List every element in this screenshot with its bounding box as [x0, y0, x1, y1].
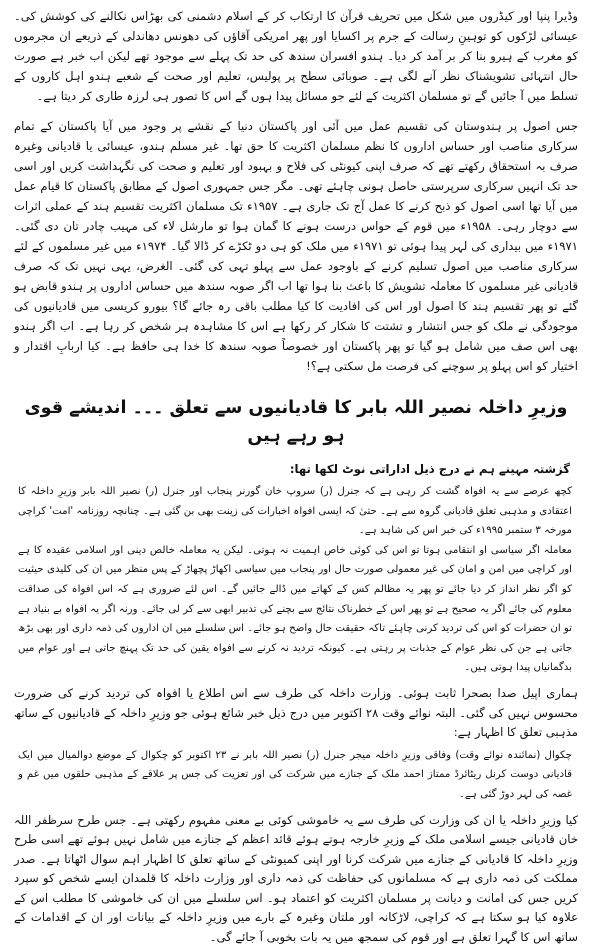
paragraph-1: وڈیرا پنپا اور کیڈروں میں شکل میں تحریف قرآن کا ارتکاب کر کے اسلام دشمنی کی بھڑاس نکالنے کی کوشش کی۔ عیسائی لڑکوں کو توہینِ رسالت کے جرم پر اکسایا اور پھر امریکی آقاؤں کی دھونس دھاندلی کے ذریعے ان مجرموں کو مغرب کے ہیرو بنا کر بر آمد کر دیا۔ ہندو افسران سندھ کی حد تک پہلے سے موجود تھے لیکن اب خبر ہے صورت حال انتہائی تشویشناک نظر آنے لگی ہے۔ صوبائی سطح پر پولیس، تعلیم اور صحت کے شعبے ہندو اہل کاروں کے تسلط میں آ جائیں گے تو مسلمان اکثریت کے لئے جو مسائل پیدا ہوں گے اس کا تصور ہی لرزہ طاری کر دیتا ہے۔: [14, 9, 578, 103]
quote-paragraph-2: معاملہ اگر سیاسی او انتقامی ہوتا تو اس کی کوئی خاص اہمیت نہ ہوتی۔ لیکن یہ معاملہ خالص دینی اور اسلامی عقیدہ کا ہے اور کراچی میں امن و امان کی غیر معمولی صورت حال اور پنجاب میں سیاسی اکھاڑ پچھاڑ کے پس منظر میں ان کی کلیدی حیثیت کو اگر نظر انداز کر دیا جائے تو پھر یہ مظالم کس کے کھاتے میں ڈالے جائیں گے۔ اس لئے ضروری ہے کہ اس افواہ کی صداقت معلوم کی جائے اگر یہ صحیح ہے تو پھر اس کے خطرناک نتائج سے بچنے کی تدبیر ابھی سے کر لی جائے۔ ورنہ اگر یہ افواہ بے بنیاد ہے تو ان حضرات کو اس کی تردید کرنی چاہئے تاکہ حقیقت حال واضح ہو جائے۔ اس سلسلے میں ان اداروں کی ذمہ داری اور بھی بڑھ جاتی ہے جن کی نظر عوام کے جذبات پر رہتی ہے۔ کیونکہ تردید نہ کرنے سے افواہ یقین کی حد تک پہنچ جاتی ہے اور عوام میں بدگمانیاں پیدا ہوتی ہیں۔: [18, 544, 572, 674]
intro-line: گزشتہ مہینے ہم نے درج ذیل اداراتی نوٹ لکھا تھا:: [289, 462, 570, 476]
news-quote: [18, 746, 572, 805]
quoted-note: [18, 482, 572, 678]
paragraph-2: جس اصول پر ہندوستان کی تقسیم عمل میں آئی اور پاکستان دنیا کے نقشے پر وجود میں آیا پاکستان کے تمام سرکاری مناصب اور حساس اداروں کا نظم مسلمان اکثریت کا حق تھا۔ غیر مسلم ہندو، عیسائی یا قادیانی وغیرہ صرف بہ استحقاق رکھتے تھے کہ صرف اپنی کیونٹی کی فلاح و بہبود اور تعلیم و صحت کی نگہداشت کریں اور اسی حد تک انہیں سرکاری سرپرستی حاصل ہونی چاہئے تھی۔ مگر جس جمہوری اصول کے مطابق پاکستان کا قیام عمل میں آیا تھا اسی اصول کو ذبح کرنے کا عمل آج تک جاری ہے۔ ۱۹۵۷ء تک مسلمان اکثریت تقسیم ہند کے عملی اثرات سے دوچار رہی۔ ۱۹۵۸ء میں قوم کے حواس درست ہونے کا گمان ہوا تو مارشل لاء کی مہیب چادر تان دی گئی۔ ۱۹۷۱ء میں بیداری کی لہر پیدا ہوئی تو ۱۹۷۱ء میں ملک کو ہی دو ٹکڑے کر ڈالا گیا۔ ۱۹۷۴ء میں غیر مسلموں کے لئے سرکاری مناصب میں اصول تسلیم کرنے کے باوجود عمل سے پہلو تہی کی گئی۔ الغرض، یہی نہیں تک کہ صرف قادیانی غیر مسلموں کا معاملہ تشویش کا باعث بنا ہوا تھا اب اگر صوبہ سندھ میں حساس اداروں پر ہندو قابض ہو گئے تو پھر تقسیم ہند کا اصول اور اس کی افادیت کا کیا مطلب باقی رہ جائے گا؟ بیورو کریسی میں قادیانیوں کی موجودگی نے ملک کو جس انتشار و تشتت کا شکار کر رکھا ہے اس کا مشاہدہ ہر شخص کر رہا ہے۔ اب اگر ہندو بھی اس صف میں شامل ہو گیا تو پھر پاکستان اور خصوصاً صوبہ سندھ کا خدا ہی حافظ ہے۔ کیا اربابِ اقتدار و اختیار کو اس پہلو پر سوچنے کی فرصت مل سکتی ہے؟!: [14, 119, 578, 373]
paragraph-3: ہماری اپیل صدا بصحرا ثابت ہوئی۔ وزارت داخلہ کی طرف سے اس اطلاع یا افواہ کی تردید کرنے کی ضرورت محسوس نہیں کی گئی۔ البتہ نوائے وقت ۲۸ اکتوبر میں درج ذیل خبر شائع ہوئی جو وزیرِ داخلہ کے قادیانیوں کے ساتھ مذہبی تعلق کا اظہار ہے:: [14, 685, 578, 740]
paragraph-4: کیا وزیرِ داخلہ یا ان کی وزارت کی طرف سے یہ خاموشی کوئی بے معنی مفہوم رکھتی ہے۔ جس طرح سرظفر اللہ خان قادیانی جیسے اسلامی ملک کے وزیرِ خارجہ ہوتے ہوئے قائد اعظم کے جنازے میں شامل نہیں ہوئے تھے اسی طرح وزیرِ داخلہ کا قادیانی کے جنازے میں شرکت کرنا اور اپنی کمیونٹی کے ساتھ تعلق کا اظہار اہم سوال اٹھاتا ہے۔ صدر مملکت کی ذمہ داری ہے کہ مسلمانوں کی حفاظت کی ذمہ داری اور وزارت داخلہ کا قلمدان ایسے شخص کو سپرد کریں جس کی امانت و دیانت پر مسلمان اکثریت کو اعتماد ہو۔ اس سلسلے میں ان کی خاموشی کا مطلب اس کے علاوہ کیا ہو سکتا ہے کہ کراچی، لاڑکانہ اور ملتان وغیرہ کے بارے میں وزیرِ داخلہ کے بیانات اور ان کے اقدامات کے ساتھ اس کا گہرا تعلق ہے اور قوم کی سمجھ میں یہ بات بخوبی آ جائے گی۔: [14, 812, 578, 945]
article-headline: وزیرِ داخلہ نصیر اللہ بابر کا قادیانیوں سے تعلق ۔۔۔ اندیشے قوی ہو رہے ہیں: [24, 398, 568, 446]
quote-paragraph-1: کچھ عرصے سے یہ افواہ گشت کر رہی ہے کہ جنرل (ر) سروپ خان گورنر پنجاب اور جنرل (ر) نصیر اللہ بابر وزیرِ داخلہ کا اعتقادی و مذہبی تعلق قادیانی گروہ سے ہے۔ حتیٰ کہ ایسی افواہ اخبارات کی زینت بھی بن گئی ہے۔ چنانچہ روزنامہ 'امت' کراچی مورخہ ۳ ستمبر ۱۹۹۵ء کی خبر اس کی شاہد ہے۔: [18, 486, 572, 537]
quote-paragraph-3: چکوال (نمائندہ نوائے وقت) وفاقی وزیرِ داخلہ میجر جنرل (ر) نصیر اللہ بابر نے ۲۳ اکتوبر کو چکوال کے موضع دوالمیال میں ایک قادیانی دوست کرنل ریٹائرڈ ممتاز احمد ملک کے جنازے میں شرکت کی اور تعزیت کی جس پر علاقے کے مذہبی حلقوں میں غم و غصہ کی لہر دوڑ گئی ہے۔: [18, 749, 572, 800]
